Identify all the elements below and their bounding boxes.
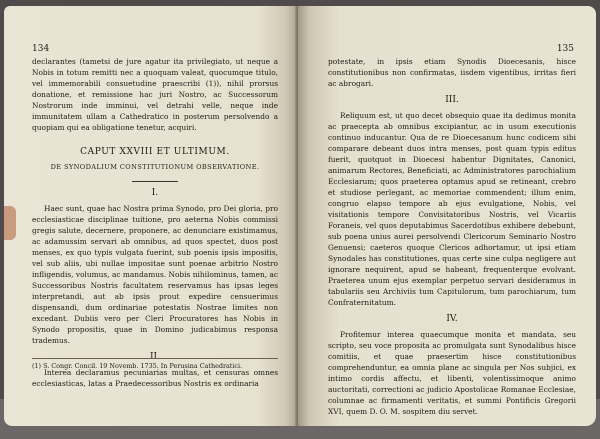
section-4-paragraph: Profitemur interea quaecumque monita et mandata, seu scripto, seu voce proposita ac promulgata sunt Synodalibus hisce comitiis, et quae praesertim hisce constitutionibus comprehenduntur, ea omnia plane ac singula per Nos subjici, ex intimo cordis affectu, et libenti, volentissimoque animo auctoritati, correctioni ac judicio Apostolicae Romanae Ecclesiae, columnae ac firmamenti veritatis, et summi Pontificis Gregorii XVI, quem D. O. M. sospitem diu servet.	[328, 330, 576, 416]
divider	[132, 181, 178, 182]
page-number-right: 135	[556, 44, 574, 54]
section-1-heading: I.	[151, 188, 159, 198]
open-book	[4, 6, 598, 432]
section-3-heading: III.	[445, 95, 459, 105]
right-page	[298, 6, 596, 426]
thumb	[4, 206, 16, 240]
chapter-title: CAPUT XXVIII ET ULTIMUM.	[80, 147, 230, 157]
chapter-subtitle: DE SYNODALIUM CONSTITUTIONUM OBSERVATIONE.	[50, 163, 260, 171]
section-1-paragraph: Haec sunt, quae hac Nostra prima Synodo, pro Dei gloria, pro ecclesiasticae disciplinae tuitione, pro aeterna Nobis commissi gregis salute, decernere, proponere, ac denunciare existimamus, ac adamussim servari ab omnibus, ad quos spectet, duos post menses, ex quo typis vulgata fuerint, sub poenis ipsis impositis, vel sub aliis, ubi nullae impositae sunt poenae arbitrio Nostro infligendis, volumus, ac mandamus. Nobis nihilominus, tamen, ac Successoribus Nostris facultatem reservamus has ipsas leges interpretandi, aut ab ipsis prout expedire censuerimus dispensandi, dum ordinariae potestatis Nostrae limites non excedant. Dubiis vero per Cleri Procuratores has Nobis in Synodo propositis, quae in Domino judicabimus responsa trademus.	[32, 204, 278, 345]
right-page-text	[328, 56, 576, 417]
section-4-heading: IV.	[446, 314, 458, 324]
section-2-paragraph: Interea declaramus pecuniarias multas, et censuras omnes ecclesiasticas, latas a Praedecessoribus Nostris ex ordinaria	[32, 368, 278, 388]
continuation-paragraph: potestate, in ipsis etiam Synodis Dioecesanis, hisce constitutionibus non confirmatas, iisdem vigentibus, irritas fieri ac abrogari.	[328, 57, 576, 88]
footnote: (1) S. Congr. Concil. 19 Novemb. 1735. In Perusina Cathedratici.	[32, 358, 278, 371]
left-page-text	[32, 56, 278, 389]
continuation-paragraph: declarantes (tametsi de jure agatur ita privilegiato, ut neque a Nobis in totum remitti nec a quoquam valeat, quocumque titulo, vel immemorabili consuetudine praescribi (1)), nihil prorsus donatione, et remissione hac juri Nostro, ac Successorum Nostrorum inde imminui, vel detrahi velle, neque inde immunitatem ullam a Cathedratico in posterum persolvendo a quopiam qui ea obligatione tenetur, acquiri.	[32, 57, 278, 132]
section-3-paragraph: Reliquum est, ut quo decet obsequio quae ita dedimus monita ac praecepta ab omnibus excipiantur, ac in usum executionis continuo inducantur. Qua de re Dioecesanum hunc codicem sibi comparare debeant duos intra menses, post quam typis editus fuerit, quotquot in Dioecesi habentur Dignitates, Canonici, animarum Rectores, Beneficiati, ac Administratores parochialium Ecclesiarum; quos praeterea optamus apud se retineant, crebro et studiose perlegant, ac memoriae commendent; illum enim, congruo elapso tempore ab ejus evulgatione, Nobis, vel visitationis tempore Convisitatoribus Nostris, vel Vicariis Foraneis, vel quos deputabimus Sacerdotibus exhibere debebunt, sub poena unius aurei persolvendi Clericorum Seminario Nostro Genuensi; caeteros quoque Clericos adhortamur, ut ipsi etiam Synodales has constitutiones, quas certe sine culpa negligere aut ignorare nequirent, apud se habeant, frequenterque evolvant. Praeterea unum ejus exemplar perpetuo servari desideramus in tabulariis seu Archiviis tum Capitulorum, tum parochiarum, tum Confraternitatum.	[328, 111, 576, 307]
page-number-left: 134	[32, 44, 50, 54]
section-2-heading: II.	[150, 352, 160, 362]
left-page	[4, 6, 298, 426]
